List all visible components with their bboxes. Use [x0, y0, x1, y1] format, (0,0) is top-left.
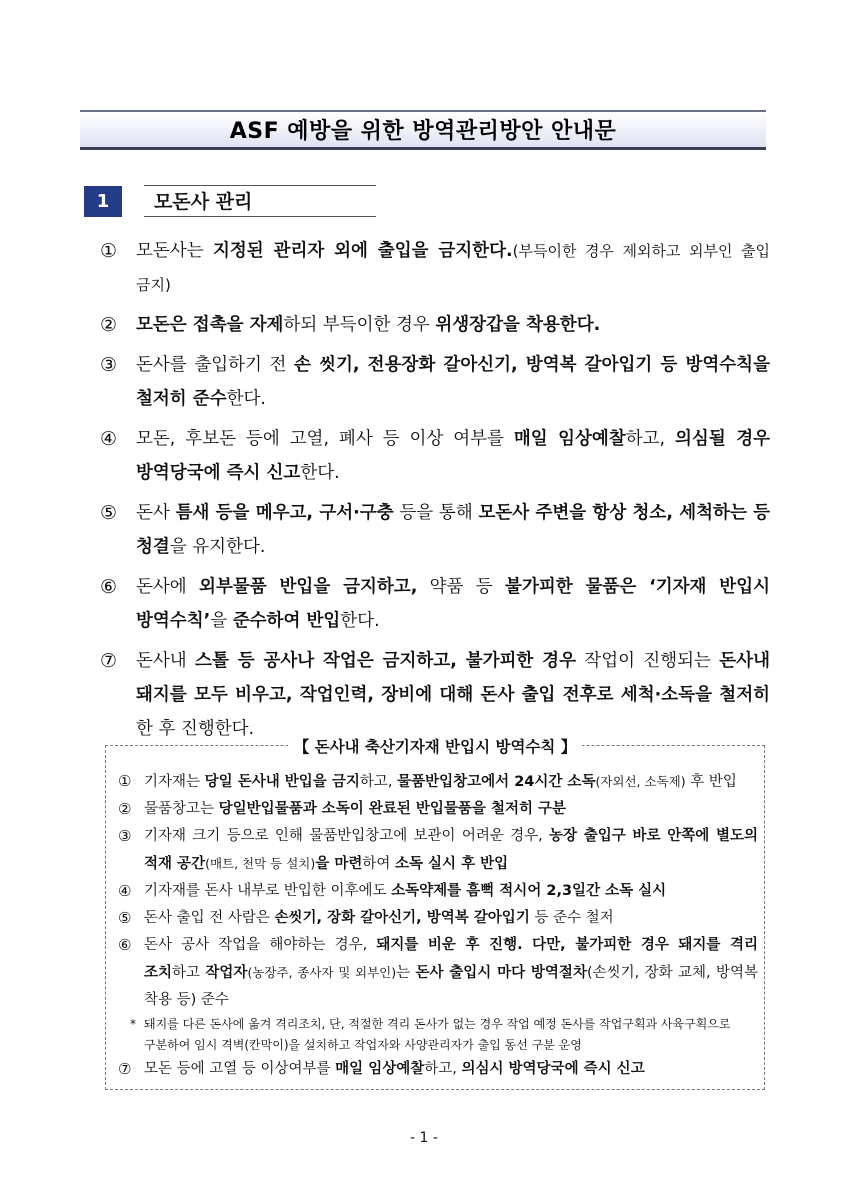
- body-text: 돈사내: [136, 651, 196, 671]
- list-item: [100, 422, 770, 490]
- item-number: ①: [100, 240, 118, 262]
- footnote-text: 돼지를 다른 돈사에 옮겨 격리조치, 단, 적절한 격리 돈사가 없는 경우 작업 예정 돈사를 작업구획과 사육구획으로 구분하여 임시 격벽(칸막이)을 설치하고 작업자와 사양관리자가 출입 동선 구분 운영: [144, 1017, 731, 1052]
- body-text: 작업이 진행되는: [575, 651, 720, 671]
- body-text: (부득이한 경우 제외하고 외부인 출입 금지): [136, 242, 771, 294]
- section-header: [84, 185, 384, 219]
- box-footnote: [118, 1014, 758, 1056]
- box-list-item: [118, 796, 758, 823]
- emphasis-text: 돈사 출입시 마다 방역절차: [415, 965, 587, 981]
- box-list-item: [118, 823, 758, 878]
- box-list-item: [118, 932, 758, 1014]
- list-item: [100, 308, 770, 342]
- body-text: 한 후 진행한다.: [136, 719, 255, 739]
- body-text: 한다.: [340, 611, 380, 631]
- item-number: ⑥: [100, 576, 118, 598]
- item-number: ②: [100, 314, 118, 336]
- box-item-number: ③: [118, 827, 132, 845]
- emphasis-text: 불가피한 물품은 ‘기자재 반입시 방역수칙’: [136, 577, 771, 631]
- box-title-wrap: [106, 735, 764, 757]
- main-item-list: [100, 234, 770, 752]
- emphasis-text: 모돈은 접촉을 자제: [136, 315, 284, 335]
- body-text: 을 유지한다.: [169, 537, 266, 557]
- body-text: 기자재는: [144, 774, 205, 790]
- box-item-number: ⑥: [118, 936, 132, 954]
- body-text: 하고,: [359, 774, 398, 790]
- body-text: 하되 부득이한 경우: [283, 315, 436, 335]
- item-number: ⑤: [100, 502, 118, 524]
- emphasis-text: 을 마련: [315, 856, 363, 872]
- item-number: ③: [100, 354, 118, 376]
- emphasis-text: 소독약제를 흠뻑 적시어 2,3일간 소독 실시: [391, 883, 667, 899]
- body-text: (손씻기, 장화 교체, 방역복 착용 등) 준수: [144, 965, 758, 1008]
- emphasis-text: 돼지를 비운 후 진행. 다만, 불가피한 경우 돼지를 격리 조치: [144, 937, 758, 981]
- emphasis-text: 모돈사 주변을 항상 청소, 세척하는 등 청결: [136, 503, 771, 557]
- emphasis-text: 매일 임상예찰: [513, 429, 626, 449]
- emphasis-text: 외부물품 반입을 금지하고,: [199, 577, 418, 597]
- emphasis-text: 물품반입창고에서 24시간 소독: [397, 774, 596, 790]
- body-text: 돈사 출입 전 사람은: [144, 910, 275, 926]
- document-title-banner: [80, 110, 766, 150]
- emphasis-text: 위생장갑을 착용한다.: [435, 315, 601, 335]
- emphasis-text: 준수하여 반입: [232, 611, 341, 631]
- emphasis-text: 당일 돈사내 반입을 금지: [204, 774, 360, 790]
- emphasis-text: 의심될 경우 방역당국에 즉시 신고: [136, 429, 771, 483]
- body-text: 물품창고는: [144, 801, 219, 817]
- box-item-number: ⑤: [118, 909, 132, 927]
- item-number: ⑦: [100, 650, 118, 672]
- emphasis-text: 돈사내 돼지를 모두 비우고, 작업인력, 장비에 대해 돈사 출입 전후로 세척·소독을 철저히: [136, 651, 770, 705]
- body-text: (매트, 천막 등 설치): [205, 856, 316, 871]
- emphasis-text: 지정된 관리자 외에 출입을 금지한다.: [212, 241, 513, 261]
- emphasis-text: 틈새 등을 메우고, 구서·구충: [175, 503, 394, 523]
- body-text: 모돈 등에 고열 등 이상여부를: [144, 1061, 336, 1077]
- emphasis-text: 손씻기, 장화 갈아신기, 방역복 갈아입기: [274, 910, 530, 926]
- list-item: [100, 644, 770, 746]
- equipment-rules-box: [105, 738, 765, 1090]
- section-title: 모돈사 관리: [144, 185, 376, 217]
- box-item-list: [118, 768, 758, 1083]
- body-text: 모돈, 후보돈 등에 고열, 폐사 등 이상 여부를: [136, 429, 514, 449]
- body-text: 돈사에: [136, 577, 200, 597]
- body-text: 약품 등: [417, 577, 506, 597]
- emphasis-text: 소독 실시 후 반입: [394, 856, 509, 872]
- body-text: (자외선, 소독제): [595, 774, 686, 789]
- list-item: [100, 348, 770, 416]
- body-text: 돈사를 출입하기 전: [136, 355, 295, 375]
- body-text: 기자재 크기 등으로 인해 물품반입창고에 보관이 어려운 경우,: [144, 828, 550, 844]
- emphasis-text: 의심시 방역당국에 즉시 신고: [461, 1061, 645, 1077]
- emphasis-text: 당일반입물품과 소독이 완료된 반입물품을 철저히 구분: [218, 801, 567, 817]
- emphasis-text: 스톨 등 공사나 작업은 금지하고, 불가피한 경우: [195, 651, 576, 671]
- body-text: (농장주, 종사자 및 외부인): [247, 965, 397, 980]
- box-item-number: ④: [118, 882, 132, 900]
- body-text: 돈사: [136, 503, 176, 523]
- body-text: 돈사 공사 작업을 해야하는 경우,: [144, 937, 377, 953]
- body-text: 하고: [172, 965, 206, 981]
- footnote-marker: *: [130, 1017, 136, 1031]
- body-text: 하고,: [625, 429, 676, 449]
- box-list-item: [118, 905, 758, 932]
- box-list-item: [118, 878, 758, 905]
- box-item-number: ⑦: [118, 1060, 132, 1078]
- box-list-item: [118, 768, 758, 796]
- emphasis-text: 매일 임상예찰: [335, 1061, 425, 1077]
- body-text: 한다.: [226, 389, 266, 409]
- list-item: [100, 570, 770, 638]
- emphasis-text: 농장 출입구 바로 안쪽에 별도의 적재 공간: [144, 828, 758, 872]
- list-item: [100, 496, 770, 564]
- body-text: 한다.: [300, 463, 340, 483]
- section-number-badge: 1: [84, 186, 122, 217]
- body-text: 후 반입: [685, 774, 737, 790]
- box-list-item: [118, 1056, 758, 1083]
- box-item-number: ②: [118, 800, 132, 818]
- item-number: ④: [100, 428, 118, 450]
- body-text: 는: [396, 965, 416, 981]
- list-item: [100, 234, 770, 302]
- body-text: 모돈사는: [136, 241, 213, 261]
- body-text: 기자재를 돈사 내부로 반입한 이후에도: [144, 883, 392, 899]
- emphasis-text: 작업자: [205, 965, 248, 981]
- box-item-number: ①: [118, 772, 132, 790]
- body-text: 하고,: [424, 1061, 462, 1077]
- emphasis-text: 손 씻기, 전용장화 갈아신기, 방역복 갈아입기 등 방역수칙을 철저히 준수: [136, 355, 770, 409]
- body-text: 하여: [362, 856, 395, 872]
- body-text: 등 준수 철저: [529, 910, 614, 926]
- body-text: 을: [210, 611, 233, 631]
- box-title: 【 돈사내 축산기자재 반입시 방역수칙 】: [288, 738, 583, 756]
- document-title: ASF 예방을 위한 방역관리방안 안내문: [229, 119, 617, 144]
- body-text: 등을 통해: [393, 503, 479, 523]
- page-number: - 1 -: [410, 1130, 438, 1146]
